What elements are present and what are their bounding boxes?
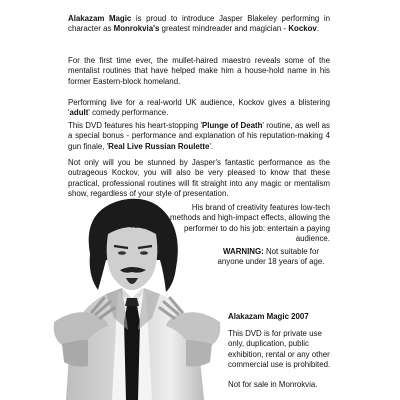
- warning-label: WARNING:: [222, 247, 264, 256]
- dvd-features-paragraph: This DVD features his heart-stopping 'Plunge of Death' routine, as well as a special bonus - performance and explanation of his reputation-making 4 gun finale, 'Real Live Russian Roulette'.: [68, 121, 331, 151]
- intro-paragraph: Alakazam Magic is proud to introduce Jasper Blakeley performing in character as Monrokvia's greatest mindreader and magician - Kockov.: [68, 14, 330, 34]
- performing-paragraph: Performing live for a real-world UK audience, Kockov gives a blistering 'adult' comedy performance.: [68, 98, 330, 118]
- not-only-paragraph: Not only will you be stunned by Jasper's fantastic performance as the outrageous Kockov, you will also be very pleased to know that these practical, professional routines will fit straight into any magic or mentalism show, regardless of your style of presentation.: [68, 158, 330, 199]
- private-use-notice: This DVD is for private use only, duplication, public exhibition, rental or any other commercial use is prohibited.: [228, 329, 331, 370]
- brand-name: Alakazam Magic: [68, 14, 132, 23]
- creativity-paragraph: His brand of creativity features low-tech methods and high-impact effects, allowing the performer to do his job: entertain a paying audience.: [170, 203, 330, 244]
- performer-photo: [48, 190, 226, 400]
- copyright-line: Alakazam Magic 2007: [228, 312, 309, 321]
- not-for-sale-notice: Not for sale in Monrokvia.: [228, 380, 318, 389]
- first-time-paragraph: For the first time ever, the mullet-haired maestro reveals some of the mentalist routines that have helped make him a house-hold name in his former Eastern-block homeland.: [68, 56, 330, 86]
- warning-paragraph: WARNING: Not suitable for anyone under 18 years of age.: [217, 247, 325, 267]
- tie-shape: [124, 300, 140, 400]
